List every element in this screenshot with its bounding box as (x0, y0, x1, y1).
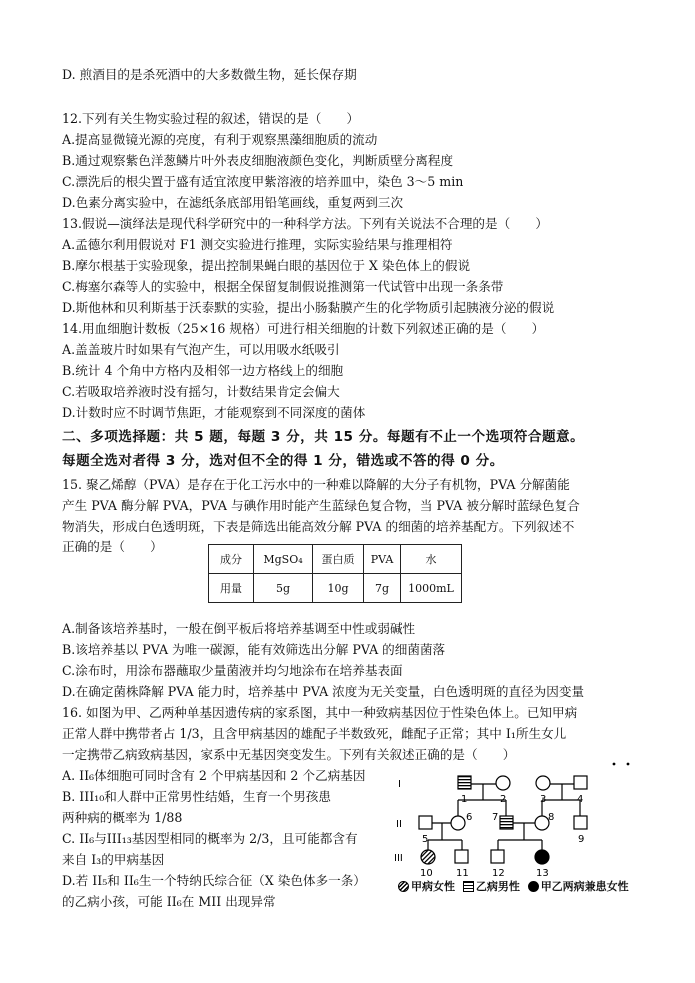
table-row (209, 545, 462, 574)
member-number: 12 (492, 868, 505, 879)
text-line: 一定携带乙病致病基因，家系中无基因突变发生。下列有关叙述正确的是（ ） (62, 747, 516, 762)
pedigree-member-8 (535, 816, 549, 830)
text-line: 两种病的概率为 1/88 (62, 810, 183, 825)
text-line: A.孟德尔利用假说对 F1 测交实验进行推理，实际实验结果与推理相符 (62, 237, 453, 252)
table-cell: 蛋白质 (313, 545, 364, 574)
text-line: B.统计 4 个角中方格内及相邻一边方格线上的细胞 (62, 363, 344, 378)
text-line: C. II₆与III₁₃基因型相同的概率为 2/3，且可能都含有 (62, 831, 358, 846)
filled-circle-icon (528, 881, 539, 892)
text-line: A.盖盖玻片时如果有气泡产生，可以用吸水纸吸引 (62, 342, 340, 357)
text-line: D. 煎酒目的是杀死酒中的大多数微生物，延长保存期 (62, 67, 357, 82)
text-line: 正常人群中携带者占 1/3，且含甲病基因的雄配子半数致死，雌配子正常；其中 I₁所生女儿 (62, 726, 567, 741)
text-line: 来自 I₃的甲病基因 (62, 852, 165, 867)
legend-label: 乙病男性 (475, 880, 520, 893)
text-line: C.梅塞尔森等人的实验中，根据全保留复制假说推测第一代试管中出现一条条带 (62, 279, 504, 294)
pedigree-member-10 (421, 850, 435, 864)
text-line: C.涂布时，用涂布器蘸取少量菌液并均匀地涂布在培养基表面 (62, 663, 403, 678)
decorative-dot (613, 763, 616, 766)
pedigree-member-2 (496, 776, 510, 790)
pedigree-member-4 (574, 776, 587, 789)
generation-label: II (396, 819, 402, 830)
member-number: 3 (540, 794, 547, 805)
text-line: 的乙病小孩，可能 II₆在 MII 出现异常 (62, 894, 276, 909)
table-cell: 10g (313, 574, 364, 603)
text-line: D.若 II₅和 II₆生一个特纳氏综合征（X 染色体多一条） (62, 873, 366, 888)
member-number: 2 (500, 794, 507, 805)
pedigree-diagram (388, 758, 688, 898)
legend-label: 甲乙两病兼患女性 (540, 880, 629, 893)
legend-label: 甲病女性 (411, 880, 455, 893)
medium-formula-table (208, 544, 462, 603)
pedigree-member-6 (451, 816, 465, 830)
text-line: A. II₆体细胞可同时含有 2 个甲病基因和 2 个乙病基因 (62, 768, 366, 783)
decorative-dot (627, 763, 630, 766)
table-cell: 用量 (209, 574, 254, 603)
member-number: 1 (461, 794, 468, 805)
table-cell: 7g (364, 574, 401, 603)
table-cell: 5g (254, 574, 313, 603)
text-line: B.通过观察紫色洋葱鳞片叶外表皮细胞液颜色变化，判断质壁分离程度 (62, 153, 454, 168)
pedigree-member-12 (491, 850, 504, 863)
pedigree-legend (398, 878, 629, 894)
member-number: 9 (578, 834, 585, 845)
text-line: 16. 如图为甲、乙两种单基因遗传病的家系图，其中一种致病基因位于性染色体上。已知甲病 (62, 705, 578, 720)
pedigree-member-7 (500, 816, 513, 829)
text-line: B.该培养基以 PVA 为唯一碳源，能有效筛选出分解 PVA 的细菌菌落 (62, 642, 446, 657)
hatched-circle-icon (398, 881, 409, 892)
section-heading: 二、多项选择题：共 5 题，每题 3 分，共 15 分。每题有不止一个选项符合题意。 (62, 429, 585, 445)
table-cell: 1000mL (401, 574, 462, 603)
table-cell: MgSO₄ (254, 545, 313, 574)
member-number: 4 (577, 794, 584, 805)
generation-label: I (398, 779, 401, 790)
striped-square-icon (463, 881, 474, 892)
text-line: C.漂洗后的根尖置于盛有适宜浓度甲紫溶液的培养皿中，染色 3～5 min (62, 174, 464, 189)
pedigree-member-5 (419, 816, 432, 829)
text-line: A.提高显微镜光源的亮度，有利于观察黑藻细胞质的流动 (62, 132, 378, 147)
table-cell: 成分 (209, 545, 254, 574)
table-cell: 水 (401, 545, 462, 574)
generation-label: III (394, 853, 403, 864)
text-line: D.在确定菌株降解 PVA 能力时，培养基中 PVA 浓度为无关变量，白色透明斑的直径为因变量 (62, 684, 585, 699)
member-number: 5 (422, 834, 429, 845)
text-line: D.计数时应不时调节焦距，才能观察到不同深度的菌体 (62, 405, 366, 420)
section-heading: 每题全选对者得 3 分，选对但不全的得 1 分，错选或不答的得 0 分。 (62, 453, 504, 469)
table-row (209, 574, 462, 603)
member-number: 7 (492, 812, 499, 823)
member-number: 13 (536, 868, 549, 879)
text-line: D.斯他林和贝利斯基于沃泰默的实验，提出小肠黏膜产生的化学物质引起胰液分泌的假说 (62, 300, 555, 315)
pedigree-member-13 (535, 850, 549, 864)
member-number: 10 (420, 868, 433, 879)
text-line: C.若吸取培养液时没有摇匀，计数结果肯定会偏大 (62, 384, 340, 399)
text-line: D.色素分离实验中，在滤纸条底部用铅笔画线，重复两到三次 (62, 195, 404, 210)
text-line: 13.假说—演绎法是现代科学研究中的一种科学方法。下列有关说法不合理的是（ ） (62, 216, 548, 231)
text-line: 正确的是（ ） (62, 539, 163, 554)
text-line: 12.下列有关生物实验过程的叙述，错误的是（ ） (62, 111, 360, 126)
pedigree-member-3 (536, 776, 550, 790)
table-cell: PVA (364, 545, 401, 574)
member-number: 8 (548, 812, 555, 823)
text-line: B. III₁₀和人群中正常男性结婚，生育一个男孩患 (62, 789, 331, 804)
pedigree-member-1 (458, 776, 471, 789)
member-number: 6 (466, 812, 473, 823)
text-line: 14.用血细胞计数板（25×16 规格）可进行相关细胞的计数下列叙述正确的是（ ） (62, 321, 545, 336)
pedigree-member-11 (455, 850, 468, 863)
text-line: A.制备该培养基时，一般在倒平板后将培养基调至中性或弱碱性 (62, 621, 416, 636)
text-line: 产生 PVA 酶分解 PVA，PVA 与碘作用时能产生蓝绿色复合物，当 PVA 被分解时蓝绿色复合 (62, 498, 580, 513)
text-line: 15. 聚乙烯醇（PVA）是存在于化工污水中的一种难以降解的大分子有机物，PVA 分解菌能 (62, 477, 570, 492)
pedigree-member-9 (574, 816, 587, 829)
text-line: B.摩尔根基于实验现象，提出控制果蝇白眼的基因位于 X 染色体上的假说 (62, 258, 471, 273)
text-line: 物消失，形成白色透明斑，下表是筛选出能高效分解 PVA 的细菌的培养基配方。下列叙述不 (62, 519, 575, 534)
member-number: 11 (456, 868, 469, 879)
